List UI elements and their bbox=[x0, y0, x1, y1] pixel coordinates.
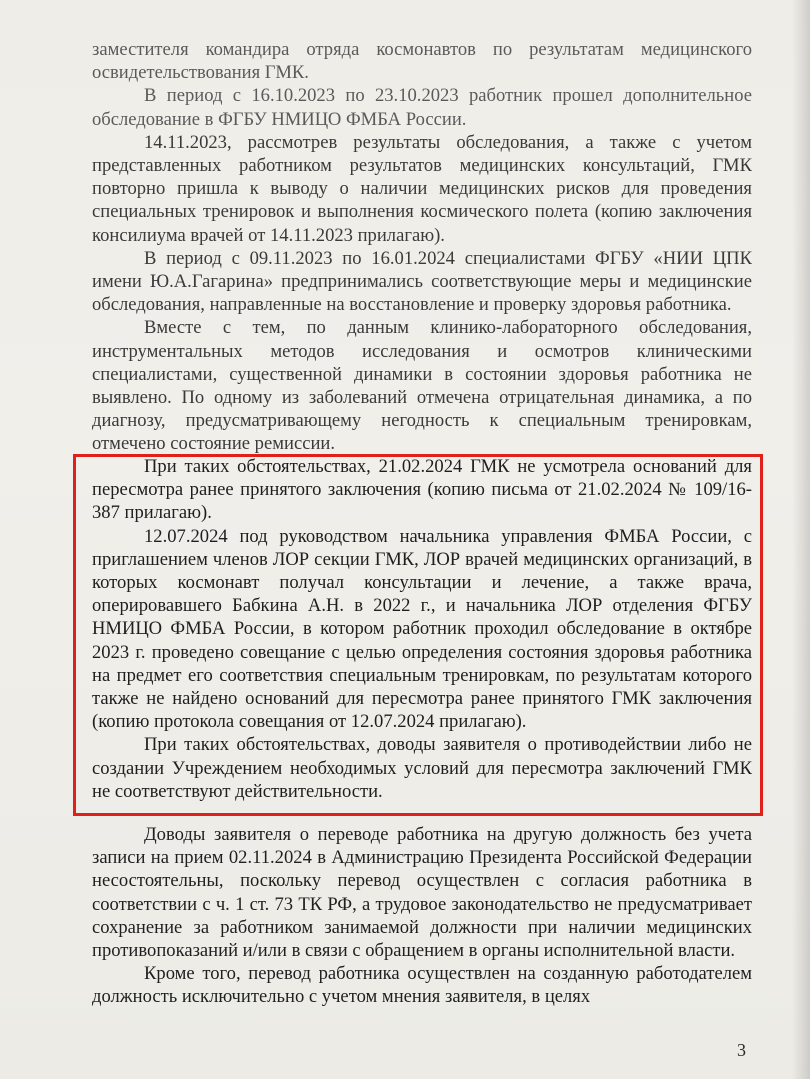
paragraph-3: 14.11.2023, рассмотрев результаты обследования, а также с учетом представленных работником результатов медицинских консультаций, ГМК повторно пришла к выводу о наличии медицинских рисков для проведения специальных тренировок и выполнения космического полета (копию заключения консилиума врачей от 14.11.2023 прилагаю). bbox=[92, 131, 752, 246]
paragraph-2: В период с 16.10.2023 по 23.10.2023 работник прошел дополнительное обследование в ФГБУ НМИЦО ФМБА России. bbox=[92, 85, 752, 130]
text-section-top bbox=[92, 38, 752, 456]
page-shadow-edge bbox=[792, 0, 810, 1079]
paragraph-5: Вместе с тем, по данным клинико-лабораторного обследования, инструментальных методов исследования и осмотров клиническими специалистами, существенной динамики в состоянии здоровья работника не выявлено. По одному из заболеваний отмечена отрицательная динамика, а по диагнозу, предусматривающему негодность к специальным тренировкам, отмечено состояние ремиссии. bbox=[92, 317, 752, 455]
paragraph-7: 12.07.2024 под руководством начальника управления ФМБА России, с приглашением членов ЛОР секции ГМК, ЛОР врачей медицинских организаций, в которых космонавт получал консультации и лечение, а также врача, оперировавшего Бабкина А.Н. в 2022 г., и начальника ЛОР отделения ФГБУ НМИЦО ФМБА России, в котором работник проходил обследование в октябре 2023 г. проведено совещание с целью определения состояния здоровья работника на предмет его соответствия специальным тренировкам, по результатам которого также не найдено оснований для пересмотра ранее принятого ГМК заключения (копию протокола совещания от 12.07.2024 прилагаю). bbox=[92, 525, 752, 733]
paragraph-9: Доводы заявителя о переводе работника на другую должность без учета записи на прием 02.11.2024 в Администрацию Президента Российской Федерации несостоятельны, поскольку перевод осуществлен с согласия работника в соответствии с ч. 1 ст. 73 ТК РФ, а трудовое законодательство не предусматривает сохранение за работником занимаемой должности при наличии медицинских противопоказаний и/или в связи с обращением в органы исполнительной власти. bbox=[92, 824, 752, 962]
paragraph-10: Кроме того, перевод работника осуществлен на созданную работодателем должность исключительно с учетом мнения заявителя, в целях bbox=[92, 963, 752, 1008]
paragraph-8: При таких обстоятельствах, доводы заявителя о противодействии либо не создании Учреждением необходимых условий для пересмотра заключений ГМК не соответствуют действительности. bbox=[92, 734, 752, 802]
paragraph-1: заместителя командира отряда космонавтов по результатам медицинского освидетельствования ГМК. bbox=[92, 39, 752, 84]
text-section-highlighted bbox=[92, 455, 752, 803]
paragraph-6: При таких обстоятельствах, 21.02.2024 ГМК не усмотрела оснований для пересмотра ранее принятого заключения (копию письма от 21.02.2024 № 109/16-387 прилагаю). bbox=[92, 456, 752, 524]
paragraph-4: В период с 09.11.2023 по 16.01.2024 специалистами ФГБУ «НИИ ЦПК имени Ю.А.Гагарина» предпринимались соответствующие меры и медицинские обследования, направленные на восстановление и проверку здоровья работника. bbox=[92, 247, 752, 316]
page-number: 3 bbox=[737, 1040, 746, 1060]
text-section-bottom bbox=[92, 823, 752, 1009]
